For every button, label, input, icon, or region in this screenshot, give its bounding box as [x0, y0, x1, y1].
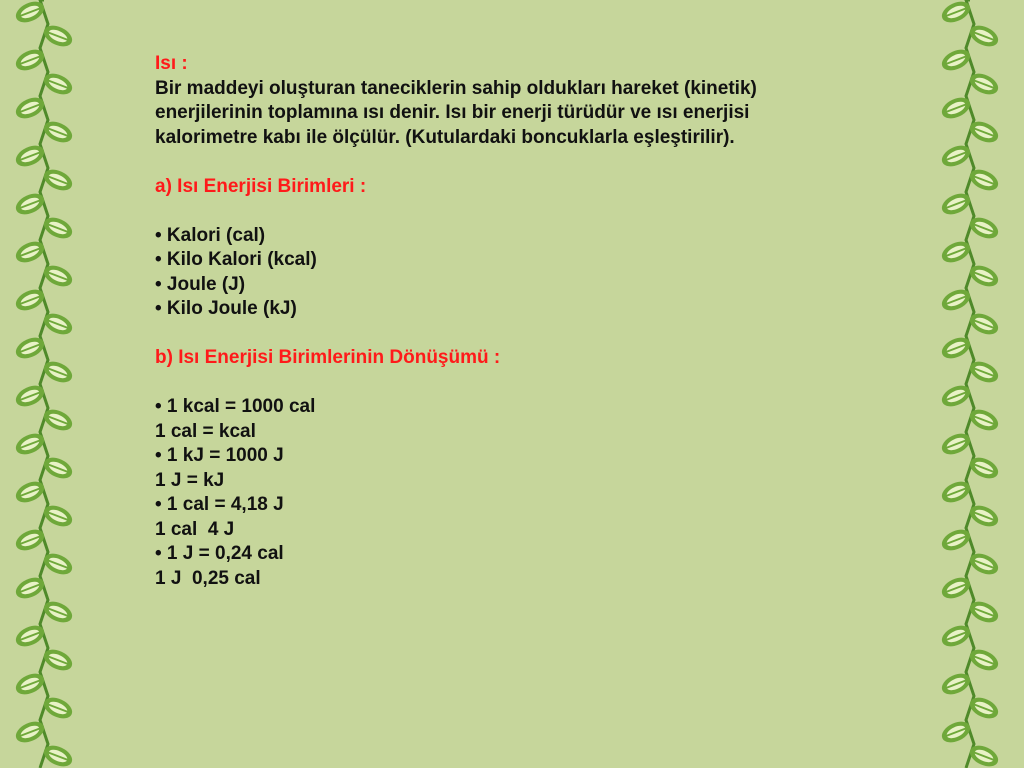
conversion-item: 1 J = kJ: [155, 469, 225, 491]
vine-leaf: [41, 262, 74, 291]
conversion-item: 1 J 0,25 cal: [155, 567, 261, 589]
definition-line-3: kalorimetre kabı ile ölçülür. (Kutulardaki boncuklarla eşleştirilir).: [155, 126, 735, 148]
vine-leaf: [14, 238, 47, 267]
vine-leaf: [940, 286, 973, 315]
vine-leaf: [967, 358, 1000, 387]
vine-leaf: [940, 94, 973, 123]
vine-leaf: [967, 454, 1000, 483]
vine-leaf: [14, 334, 47, 363]
vine-leaf: [41, 22, 74, 51]
heading-heat: Isı :: [155, 53, 188, 74]
vine-leaf: [967, 646, 1000, 675]
vine-leaf: [940, 142, 973, 171]
vine-leaf: [14, 382, 47, 411]
vine-leaf: [14, 718, 47, 747]
vine-leaf: [41, 502, 74, 531]
vine-leaf: [940, 478, 973, 507]
vine-leaf: [967, 166, 1000, 195]
unit-item: • Kalori (cal): [155, 224, 266, 246]
conversion-item: 1 cal 4 J: [155, 518, 235, 540]
vine-leaf: [967, 742, 1000, 768]
vine-leaf: [14, 478, 47, 507]
vine-leaf: [967, 262, 1000, 291]
vine-leaf: [967, 406, 1000, 435]
vine-leaf: [41, 358, 74, 387]
spacer: [155, 371, 915, 396]
definition-line-1: Bir maddeyi oluşturan taneciklerin sahip oldukları hareket (kinetik): [155, 77, 757, 99]
vine-leaf: [14, 190, 47, 219]
conversion-item: 1 cal = kcal: [155, 420, 256, 442]
vine-leaf: [14, 94, 47, 123]
unit-item: • Kilo Joule (kJ): [155, 298, 297, 319]
vine-leaf: [41, 310, 74, 339]
vine-leaf: [41, 118, 74, 147]
vine-leaf: [940, 574, 973, 603]
vine-leaf: [967, 502, 1000, 531]
vine-leaf: [14, 574, 47, 603]
heading-units: a) Isı Enerjisi Birimleri :: [155, 175, 367, 197]
vine-leaf: [940, 46, 973, 75]
left-vine-border: [14, 0, 74, 768]
spacer: [155, 150, 915, 175]
vine-leaf: [41, 694, 74, 723]
vine-leaf: [940, 622, 973, 651]
vine-leaf: [940, 190, 973, 219]
vine-leaf: [14, 142, 47, 171]
vine-leaf: [967, 70, 1000, 99]
vine-leaf: [41, 166, 74, 195]
vine-leaf: [967, 214, 1000, 243]
spacer: [155, 322, 915, 347]
vine-leaf: [41, 742, 74, 768]
vine-leaf: [14, 286, 47, 315]
vine-leaf: [967, 550, 1000, 579]
conversion-item: • 1 kJ = 1000 J: [155, 445, 284, 466]
vine-leaf: [41, 214, 74, 243]
vine-leaf: [940, 718, 973, 747]
definition-line-2: enerjilerinin toplamına ısı denir. Isı bir enerji türüdür ve ısı enerjisi: [155, 102, 750, 123]
conversion-item: • 1 kcal = 1000 cal: [155, 396, 316, 417]
vine-leaf: [967, 310, 1000, 339]
vine-leaf: [967, 22, 1000, 51]
vine-leaf: [967, 598, 1000, 627]
spacer: [155, 199, 915, 224]
vine-leaf: [940, 382, 973, 411]
vine-leaf: [967, 694, 1000, 723]
unit-item: • Kilo Kalori (kcal): [155, 249, 317, 270]
vine-leaf: [14, 622, 47, 651]
vine-leaf: [41, 70, 74, 99]
vine-leaf: [41, 598, 74, 627]
vine-leaf: [940, 238, 973, 267]
vine-leaf: [14, 670, 47, 699]
vine-leaf: [940, 334, 973, 363]
vine-leaf: [940, 526, 973, 555]
vine-leaf: [41, 406, 74, 435]
conversion-item: • 1 cal = 4,18 J: [155, 494, 284, 515]
conversion-item: • 1 J = 0,24 cal: [155, 543, 284, 564]
vine-leaf: [41, 550, 74, 579]
vine-leaf: [14, 526, 47, 555]
heading-conversion: b) Isı Enerjisi Birimlerinin Dönüşümü :: [155, 347, 501, 368]
vine-leaf: [967, 118, 1000, 147]
vine-leaf: [940, 430, 973, 459]
vine-leaf: [41, 646, 74, 675]
vine-leaf: [41, 454, 74, 483]
vine-leaf: [14, 46, 47, 75]
slide-content: [155, 52, 915, 591]
unit-item: • Joule (J): [155, 273, 246, 295]
right-vine-border: [940, 0, 1000, 768]
vine-leaf: [940, 670, 973, 699]
vine-leaf: [14, 430, 47, 459]
